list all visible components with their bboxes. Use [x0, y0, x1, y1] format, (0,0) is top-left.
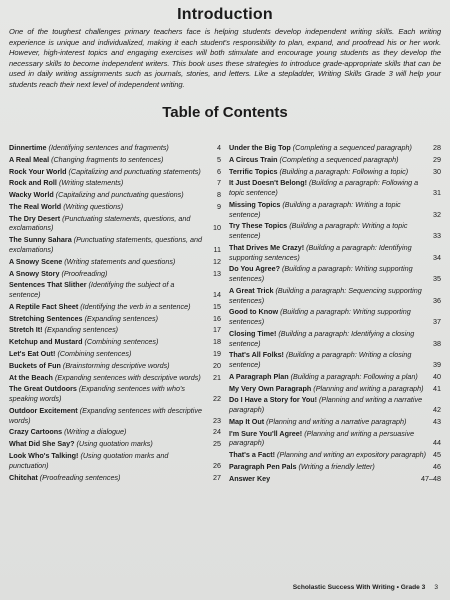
toc-entry-title: Wacky World: [9, 190, 54, 200]
toc-entry-text: [9, 214, 207, 233]
toc-entry-title: Sentences That Slither: [9, 280, 87, 290]
footer-series-title: Scholastic Success With Writing • Grade 3: [292, 584, 426, 591]
toc-right-column: [229, 143, 441, 486]
toc-entry-description: (Punctuating statements, questions, and exclamations): [9, 213, 191, 233]
toc-entry: [9, 280, 221, 299]
toc-entry-page-number: 28: [433, 143, 441, 152]
toc-entry-title: Closing Time!: [229, 328, 277, 338]
toc-entry-title: It Just Doesn't Belong!: [229, 178, 307, 188]
toc-entry-page-number: 6: [217, 166, 221, 176]
toc-entry-text: [229, 243, 427, 262]
toc-entry-description: (Identifying the subject of a sentence): [9, 280, 175, 300]
toc-entry-text: [9, 235, 207, 254]
toc-entry-text: [229, 178, 427, 197]
toc-entry-page-number: 20: [213, 360, 221, 370]
toc-entry-page-number: 45: [433, 450, 441, 460]
toc-entry-title: A Great Trick: [229, 285, 274, 295]
toc-entry-title: Ketchup and Mustard: [9, 337, 83, 347]
toc-entry: [9, 257, 221, 267]
toc-entry: [229, 384, 441, 394]
toc-entry: [229, 143, 441, 153]
toc-left-column: [9, 143, 221, 486]
toc-entry-description: (Brainstorming descriptive words): [62, 360, 170, 370]
toc-entry-page-number: 9: [217, 201, 221, 211]
toc-entry-description: (Completing a sequenced paragraph): [279, 154, 399, 164]
toc-entry-text: [9, 451, 207, 470]
toc-entry-description: (Identifying sentences and fragments): [48, 143, 169, 152]
toc-entry-description: (Identifying the verb in a sentence): [80, 301, 191, 311]
toc-entry: [9, 214, 221, 233]
toc-entry-description: (Building a paragraph: Writing a closing sentence): [229, 350, 412, 370]
toc-entry-title: The Real World: [9, 201, 62, 211]
toc-entry: [229, 155, 441, 165]
toc-entry: [9, 143, 221, 153]
toc-entry-page-number: 46: [433, 462, 441, 472]
toc-entry-text: [9, 406, 207, 425]
toc-entry-title: A Snowy Scene: [9, 256, 63, 266]
toc-entry: [229, 450, 441, 460]
toc-entry-title: What Did She Say?: [9, 439, 75, 449]
toc-entry-text: [9, 473, 207, 483]
toc-entry: [229, 243, 441, 262]
toc-entry-text: [9, 302, 207, 312]
toc-entry-page-number: 14: [213, 290, 221, 300]
toc-entry: [229, 395, 441, 414]
toc-entry-text: [9, 373, 207, 383]
toc-entry-description: (Expanding sentences with descriptive words): [9, 405, 202, 425]
toc-entry: [229, 221, 441, 240]
toc-entry: [229, 372, 441, 382]
toc-entry-text: [229, 417, 427, 427]
toc-entry: [229, 329, 441, 348]
toc-entry-text: [9, 155, 207, 165]
toc-entry-text: [9, 361, 207, 371]
toc-entry: [229, 474, 441, 484]
toc-entry-description: (Expanding sentences with descriptive words): [54, 372, 201, 382]
toc-entry-text: [9, 325, 207, 335]
toc-entry-title: Stretching Sentences: [9, 313, 83, 323]
toc-entry-page-number: 25: [213, 439, 221, 449]
toc-entry-page-number: 16: [213, 313, 221, 323]
toc-entry-title: A Paragraph Plan: [229, 371, 289, 381]
toc-entry-title: Answer Key: [229, 473, 271, 483]
toc-entry-page-number: 42: [433, 405, 441, 415]
toc-entry-description: (Expanding sentences): [84, 313, 159, 323]
toc-entry-text: [9, 337, 207, 347]
toc-entry-page-number: 39: [433, 360, 441, 370]
toc-entry-description: (Building a paragraph: Writing supporting sentences): [229, 307, 411, 327]
toc-entry-title: Crazy Cartoons: [9, 427, 63, 437]
toc-entry-description: (Building a paragraph: Writing a topic sentence): [229, 199, 401, 219]
toc-entry: [9, 384, 221, 403]
toc-entry: [229, 286, 441, 305]
toc-entry-text: [9, 178, 207, 188]
toc-entry-page-number: 34: [433, 252, 441, 262]
toc-entry-title: Terrific Topics: [229, 166, 278, 176]
toc-entry-text: [229, 200, 427, 219]
toc-entry-page-number: 27: [213, 472, 221, 482]
toc-entry-description: (Changing fragments to sentences): [51, 154, 164, 164]
toc-entry-title: That's a Fact!: [229, 450, 276, 460]
toc-entry-title: A Reptile Fact Sheet: [9, 301, 79, 311]
toc-entry: [9, 167, 221, 177]
toc-entry-description: (Building a paragraph: Sequencing supporting sentences): [229, 285, 422, 305]
toc-entry-page-number: 12: [213, 256, 221, 266]
toc-entry-page-number: 26: [213, 460, 221, 470]
toc-entry: [9, 373, 221, 383]
toc-entry-title: That Drives Me Crazy!: [229, 242, 305, 252]
toc-entry-page-number: 24: [213, 427, 221, 437]
toc-entry: [9, 325, 221, 335]
toc-entry-text: [229, 155, 427, 165]
toc-entry-page-number: 19: [213, 349, 221, 359]
toc-entry-page-number: 35: [433, 274, 441, 284]
toc-entry-page-number: 23: [213, 415, 221, 425]
toc-entry-title: Good to Know: [229, 307, 279, 317]
toc-entry-title: Dinnertime: [9, 143, 47, 152]
toc-entry-text: [229, 462, 427, 472]
toc-entry-text: [9, 143, 207, 153]
toc-entry-description: (Completing a sequenced paragraph): [292, 143, 412, 152]
toc-entry-text: [229, 350, 427, 369]
toc-entry: [9, 155, 221, 165]
toc-entry-title: The Great Outdoors: [9, 384, 77, 394]
toc-entry-text: [9, 280, 207, 299]
toc-entry: [229, 417, 441, 427]
toc-entry-title: Rock Your World: [9, 166, 67, 176]
toc-entry-page-number: 40: [433, 371, 441, 381]
toc-entry-title: Outdoor Excitement: [9, 405, 78, 415]
toc-entry-text: [229, 167, 427, 177]
toc-entry-text: [9, 202, 207, 212]
toc-entry-description: (Combining sentences): [84, 337, 159, 347]
toc-entry: [9, 337, 221, 347]
toc-entry-page-number: 47–48: [421, 473, 441, 483]
toc-entry-title: Look Who's Talking!: [9, 451, 79, 461]
toc-entry: [229, 167, 441, 177]
toc-entry-text: [229, 429, 427, 448]
introduction-paragraph: One of the toughest challenges primary teachers face is helping students develop independent writing skills. Each writing experience is unique and individualized, making it each student's responsibility to plan, expand, and proofread his or her work. However, high-interest topics and engaging exercises will both stimulate and encourage young students as they develop the necessary skills to become independent writers. This book uses these strategies to introduce grade-appropriate skills that can be used in daily writing assignments such as journals, stories, and letters. Like a stepladder, Writing Skills Grade 3 will help your students reach their next level of independent writing.: [9, 27, 441, 89]
toc-entry-description: (Building a paragraph: Writing supporting sentences): [229, 264, 413, 284]
toc-entry-description: (Capitalizing and punctuating questions): [55, 190, 184, 200]
toc-entry-text: [9, 384, 207, 403]
toc-entry-description: (Writing statements and questions): [64, 256, 176, 266]
toc-entry-text: [229, 329, 427, 348]
toc-entry-description: (Writing a friendly letter): [298, 462, 375, 472]
toc-entry-page-number: 33: [433, 231, 441, 241]
toc-entry-page-number: 37: [433, 317, 441, 327]
toc-entry: [9, 178, 221, 188]
toc-entry: [9, 406, 221, 425]
toc-entry-title: Buckets of Fun: [9, 360, 61, 370]
toc-entry-text: [229, 221, 427, 240]
toc-entry-page-number: 4: [217, 143, 221, 152]
toc-entry-page-number: 38: [433, 338, 441, 348]
toc-entry: [9, 427, 221, 437]
toc-entry-description: (Planning and writing a narrative paragraph): [266, 416, 407, 426]
toc-entry-page-number: 8: [217, 190, 221, 200]
toc-entry-page-number: 10: [213, 223, 221, 233]
toc-entry-description: (Using quotation marks and punctuation): [9, 451, 169, 470]
toc-entry-text: [229, 450, 427, 460]
toc-entry-text: [229, 307, 427, 326]
toc-entry-description: (Building a paragraph: Identifying a closing sentence): [229, 328, 415, 348]
toc-entry: [229, 178, 441, 197]
toc-entry: [229, 462, 441, 472]
toc-entry-text: [229, 372, 427, 382]
toc-entry-text: [229, 384, 427, 394]
toc-entry-description: (Planning and writing a persuasive paragraph): [229, 428, 415, 448]
toc-entry-description: (Building a paragraph: Following a topic sentence): [229, 178, 419, 198]
toc-entry-page-number: 41: [433, 383, 441, 393]
toc-entry-page-number: 13: [213, 268, 221, 278]
toc-entry-page-number: 18: [213, 337, 221, 347]
toc-entry-text: [9, 190, 207, 200]
toc-entry-page-number: 43: [433, 416, 441, 426]
toc-entry: [9, 349, 221, 359]
toc-entry-title: Map It Out: [229, 416, 265, 426]
toc-entry-text: [9, 314, 207, 324]
toc-entry: [9, 235, 221, 254]
toc-entry-title: I'm Sure You'll Agree!: [229, 428, 303, 438]
toc-entry: [9, 190, 221, 200]
toc-entry-title: Chitchat: [9, 472, 38, 482]
toc-entry: [229, 264, 441, 283]
toc-entry: [229, 307, 441, 326]
toc-entry-description: (Using quotation marks): [76, 439, 153, 449]
toc-entry: [9, 361, 221, 371]
toc-entry-page-number: 32: [433, 209, 441, 219]
toc-entry-text: [9, 167, 207, 177]
toc-entry-title: A Real Meal: [9, 154, 50, 164]
toc-entry-title: Do You Agree?: [229, 264, 280, 274]
footer-page-number: 3: [434, 584, 438, 591]
toc-entry-description: (Building a paragraph: Identifying supporting sentences): [229, 242, 412, 262]
toc-entry-title: Let's Eat Out!: [9, 349, 56, 359]
toc-entry-description: (Planning and writing a paragraph): [313, 383, 424, 393]
toc-entry-description: (Building a paragraph: Writing a topic sentence): [229, 221, 408, 241]
toc-entry-title: Paragraph Pen Pals: [229, 462, 297, 472]
toc-entry-description: (Punctuating statements, questions, and exclamations): [9, 235, 202, 254]
toc-entry-page-number: 5: [217, 154, 221, 164]
toc-entry-title: Try These Topics: [229, 221, 288, 231]
toc-entry-description: (Writing a dialogue): [64, 427, 127, 437]
toc-entry-title: A Circus Train: [229, 154, 278, 164]
toc-entry-title: Do I Have a Story for You!: [229, 395, 317, 405]
toc-entry-page-number: 17: [213, 325, 221, 335]
toc-entry: [9, 314, 221, 324]
toc-entry: [229, 200, 441, 219]
introduction-heading: Introduction: [177, 6, 273, 23]
toc-entry-text: [9, 349, 207, 359]
toc-entry-text: [9, 269, 207, 279]
toc-entry-description: (Proofreading): [61, 268, 108, 278]
toc-entry-page-number: 7: [217, 178, 221, 188]
toc-entry-title: Stretch It!: [9, 325, 43, 335]
toc-entry-text: [229, 395, 427, 414]
toc-entry: [229, 429, 441, 448]
toc-entry: [9, 451, 221, 470]
toc-entry-page-number: 21: [213, 372, 221, 382]
toc-entry: [229, 350, 441, 369]
toc-entry-text: [9, 427, 207, 437]
toc-entry-text: [9, 257, 207, 267]
toc-entry-title: That's All Folks!: [229, 350, 284, 360]
toc-entry-page-number: 44: [433, 438, 441, 448]
toc-entry-page-number: 15: [213, 301, 221, 311]
toc-entry-page-number: 30: [433, 166, 441, 176]
page-footer: [293, 584, 438, 591]
toc-entry-page-number: 31: [433, 188, 441, 198]
toc-entry-description: (Proofreading sentences): [39, 472, 121, 482]
toc-entry-text: [229, 143, 427, 153]
toc-entry-description: (Writing statements): [58, 178, 124, 188]
toc-entry: [9, 302, 221, 312]
toc-entry-title: The Sunny Sahara: [9, 235, 72, 245]
toc-entry-title: A Snowy Story: [9, 268, 60, 278]
toc-entry-title: My Very Own Paragraph: [229, 383, 312, 393]
toc-entry-title: Under the Big Top: [229, 143, 291, 152]
toc-entry-description: (Building a paragraph: Following a topic): [279, 166, 409, 176]
toc-entry-text: [9, 439, 207, 449]
toc-entry-text: [229, 474, 418, 484]
toc-entry-description: (Building a paragraph: Following a plan): [290, 371, 418, 381]
table-of-contents-heading: Table of Contents: [162, 103, 288, 121]
toc-entry-text: [229, 264, 427, 283]
toc-entry-description: (Planning and writing a narrative paragraph): [229, 395, 423, 415]
toc-entry-title: Missing Topics: [229, 199, 281, 209]
toc-entry-title: At the Beach: [9, 372, 53, 382]
toc-entry-description: (Planning and writing an expository paragraph): [277, 450, 427, 460]
toc-entry: [9, 473, 221, 483]
toc-entry-description: (Expanding sentences with who's speaking words): [9, 384, 185, 404]
toc-entry-page-number: 36: [433, 295, 441, 305]
toc-entry-description: (Writing questions): [63, 201, 124, 211]
toc-entry: [9, 269, 221, 279]
toc-entry: [9, 202, 221, 212]
toc-entry-page-number: 22: [213, 394, 221, 404]
toc-entry-description: (Expanding sentences): [44, 325, 119, 335]
toc-entry-title: Rock and Roll: [9, 178, 57, 188]
toc-entry-text: [229, 286, 427, 305]
toc-entry-page-number: 11: [213, 244, 221, 254]
toc-entry: [9, 439, 221, 449]
table-of-contents: [9, 143, 441, 486]
toc-entry-description: (Combining sentences): [57, 349, 132, 359]
toc-entry-page-number: 29: [433, 154, 441, 164]
toc-entry-description: (Capitalizing and punctuating statements): [68, 166, 201, 176]
toc-entry-title: The Dry Desert: [9, 213, 61, 223]
